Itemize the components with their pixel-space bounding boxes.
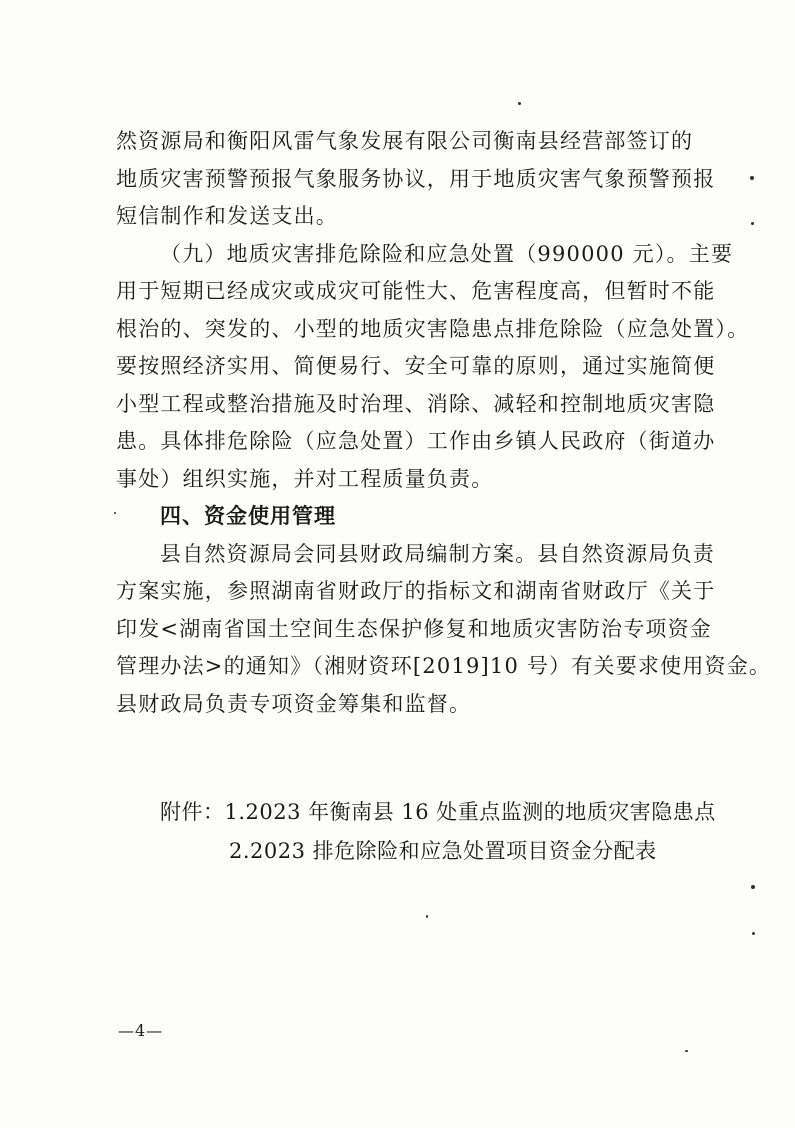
- scan-speck: [426, 915, 428, 918]
- paragraph-2-line-6: 患。具体排危除险（应急处置）工作由乡镇人民政府（街道办: [116, 429, 716, 453]
- scan-speck: [750, 176, 754, 180]
- paragraph-2-line-1: （九）地质灾害排危除险和应急处置（990000 元）。主要: [160, 241, 734, 266]
- paragraph-2-line-2: 用于短期已经成灾或成灾可能性大、危害程度高，但暂时不能: [116, 279, 716, 303]
- scan-speck: [751, 885, 755, 889]
- attachments-list: [160, 793, 716, 871]
- paragraph-2-line-7: 事处）组织实施，并对工程质量负责。: [116, 466, 494, 491]
- paragraph-1-line-3: 短信制作和发送支出。: [116, 204, 338, 228]
- scan-speck: [751, 222, 754, 225]
- scan-speck: [518, 102, 521, 105]
- attachment-line-2: 2.2023 排危除险和应急处置项目资金分配表: [229, 839, 657, 863]
- paragraph-2-line-3: 根治的、突发的、小型的地质灾害隐患点排危除险（应急处置）。: [116, 316, 750, 341]
- paragraph-3-line-4: 管理办法>的通知》（湘财资环[2019]10 号）有关要求使用资金。: [116, 654, 772, 678]
- page-number: —4—: [118, 1021, 164, 1040]
- attachment-line-1: 附件：1.2023 年衡南县 16 处重点监测的地质灾害隐患点: [160, 800, 716, 824]
- scan-speck: [114, 512, 116, 514]
- scan-speck: [685, 1050, 688, 1052]
- paragraph-3-line-3: 印发<湖南省国土空间生态保护修复和地质灾害防治专项资金: [116, 616, 712, 641]
- paragraph-1-line-1: 然资源局和衡阳风雷气象发展有限公司衡南县经营部签订的: [116, 129, 694, 153]
- paragraph-3-line-5: 县财政局负责专项资金筹集和监督。: [116, 691, 472, 716]
- section-heading: 四、资金使用管理: [160, 504, 336, 528]
- scan-speck: [752, 932, 755, 935]
- paragraph-1-line-2: 地质灾害预警预报气象服务协议，用于地质灾害气象预警预报: [116, 166, 716, 191]
- body-text: [116, 123, 772, 723]
- paragraph-3-line-1: 县自然资源局会同县财政局编制方案。县自然资源局负责: [160, 541, 715, 566]
- paragraph-2-line-5: 小型工程或整治措施及时治理、消除、减轻和控制地质灾害隐: [116, 391, 716, 416]
- paragraph-2-line-4: 要按照经济实用、简便易行、安全可靠的原则，通过实施简便: [116, 354, 716, 378]
- paragraph-3-line-2: 方案实施，参照湖南省财政厅的指标文和湖南省财政厅《关于: [116, 579, 716, 603]
